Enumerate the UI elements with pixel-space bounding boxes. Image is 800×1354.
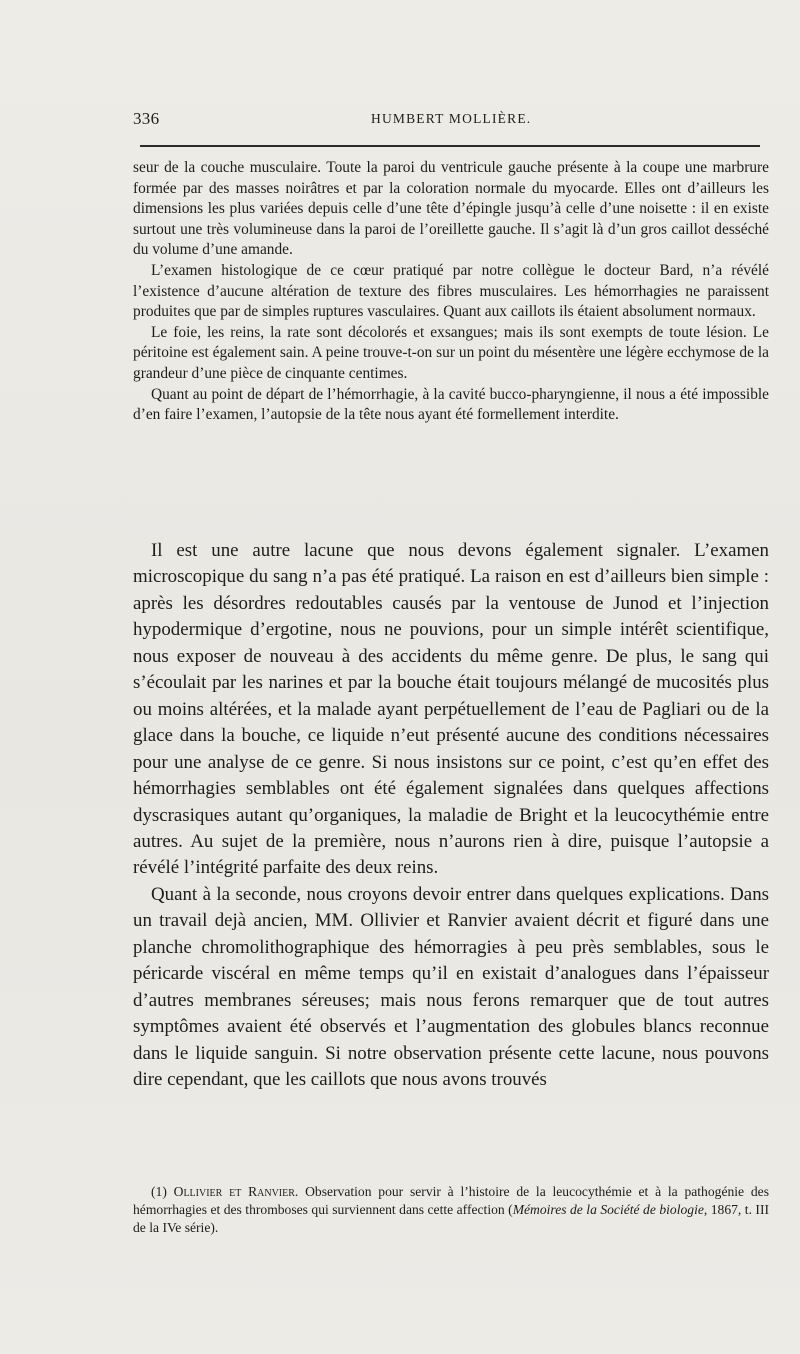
footnote-text-end: , 1867, t. III de la IVe série). — [133, 1201, 770, 1235]
discussion-text — [133, 538, 769, 1094]
footnote-text: Observation pour servir à l’histoire de la leucocythémie et à la pathogénie des hémorrhagies et des thromboses qui surviennent dans cette affection ( — [133, 1184, 769, 1217]
paragraph: Quant au point de départ de l’hémorrhagie, à la cavité bucco-pharyngienne, il nous a été impossible d’en faire l’examen, l’autopsie de la tête nous ayant été formellement interdite. — [133, 385, 769, 424]
page-number: 336 — [133, 109, 160, 128]
paragraph: Le foie, les reins, la rate sont décolorés et exsangues; mais ils sont exempts de toute lésion. Le péritoine est également sain. A peine trouve-t-on sur un point du mésentère une légère ecchymose de la grandeur d’une pièce de cinquante centimes. — [133, 323, 769, 382]
header-rule — [140, 145, 760, 147]
footnote — [133, 1183, 769, 1236]
paragraph: Il est une autre lacune que nous devons également signaler. L’examen microscopique du sang n’a pas été pratiqué. La raison en est d’ailleurs bien simple : après les désordres redoutables causés par la ventouse de Junod et l’injection hypodermique d’ergotine, nous ne pouvions, pour un simple intérêt scientifique, nous exposer de nouveau à des accidents du même genre. De plus, le sang qui s’écoulait par les narines et par la bouche était toujours mélangé de mucosités plus ou moins altérées, et la malade ayant perpétuellement de l’eau de Pagliari ou de la glace dans la bouche, ce liquide n’eut présenté aucune des conditions nécessaires pour une analyse de ce genre. Si nous insistons sur ce point, c’est qu’en effet des hémorrhagies semblables ont été également signalées dans quelques affections dyscrasiques autant qu’organiques, la maladie de Bright et la leucocythémie entre autres. Au sujet de la première, nous n’aurons rien à dire, puisque l’autopsie a révélé l’intégrité parfaite des deux reins. — [133, 540, 769, 879]
running-title: HUMBERT MOLLIÈRE. — [371, 111, 532, 126]
paragraph: L’examen histologique de ce cœur pratiqué par notre collègue le docteur Bard, n’a révélé l’existence d’aucune altération de texture des fibres musculaires. Les hémorrhagies ne paraissent produites que par de simples ruptures vasculaires. Quant aux caillots ils étaient absolument normaux. — [133, 261, 769, 321]
footnote-authors: Ollivier et Ranvier. — [173, 1184, 299, 1199]
page-header — [133, 103, 767, 133]
footnote-marker: (1) — [151, 1184, 167, 1199]
observation-text — [133, 158, 769, 426]
paragraph: Quant à la seconde, nous croyons devoir entrer dans quelques explications. Dans un travail dejà ancien, MM. Ollivier et Ranvier avaient décrit et figuré dans une planche chromolithographique des hémorragies à peu près semblables, sous le péricarde viscéral en même temps qu’il en existait d’analogues dans l’épaisseur d’autres membranes séreuses; mais nous ferons remarquer que de tout autres symptômes avaient été observés et l’augmentation des globules blancs reconnue dans le liquide sanguin. Si notre observation présente cette lacune, nous pouvons dire cependant, que les caillots que nous avons trouvés — [133, 883, 769, 1091]
footnote-journal: Mémoires de la Société de biologie — [512, 1201, 704, 1217]
paragraph: seur de la couche musculaire. Toute la paroi du ventricule gauche présente à la coupe une marbrure formée par des masses noirâtres et par la coloration normale du myocarde. Elles ont d’ailleurs les dimensions les plus variées depuis celle d’une tête d’épingle jusqu’à celle d’une noisette : il en existe surtout une très volumineuse dans la paroi de l’oreillette gauche. Il s’agit là d’un gros caillot desséché du volume d’une amande. — [133, 159, 769, 259]
